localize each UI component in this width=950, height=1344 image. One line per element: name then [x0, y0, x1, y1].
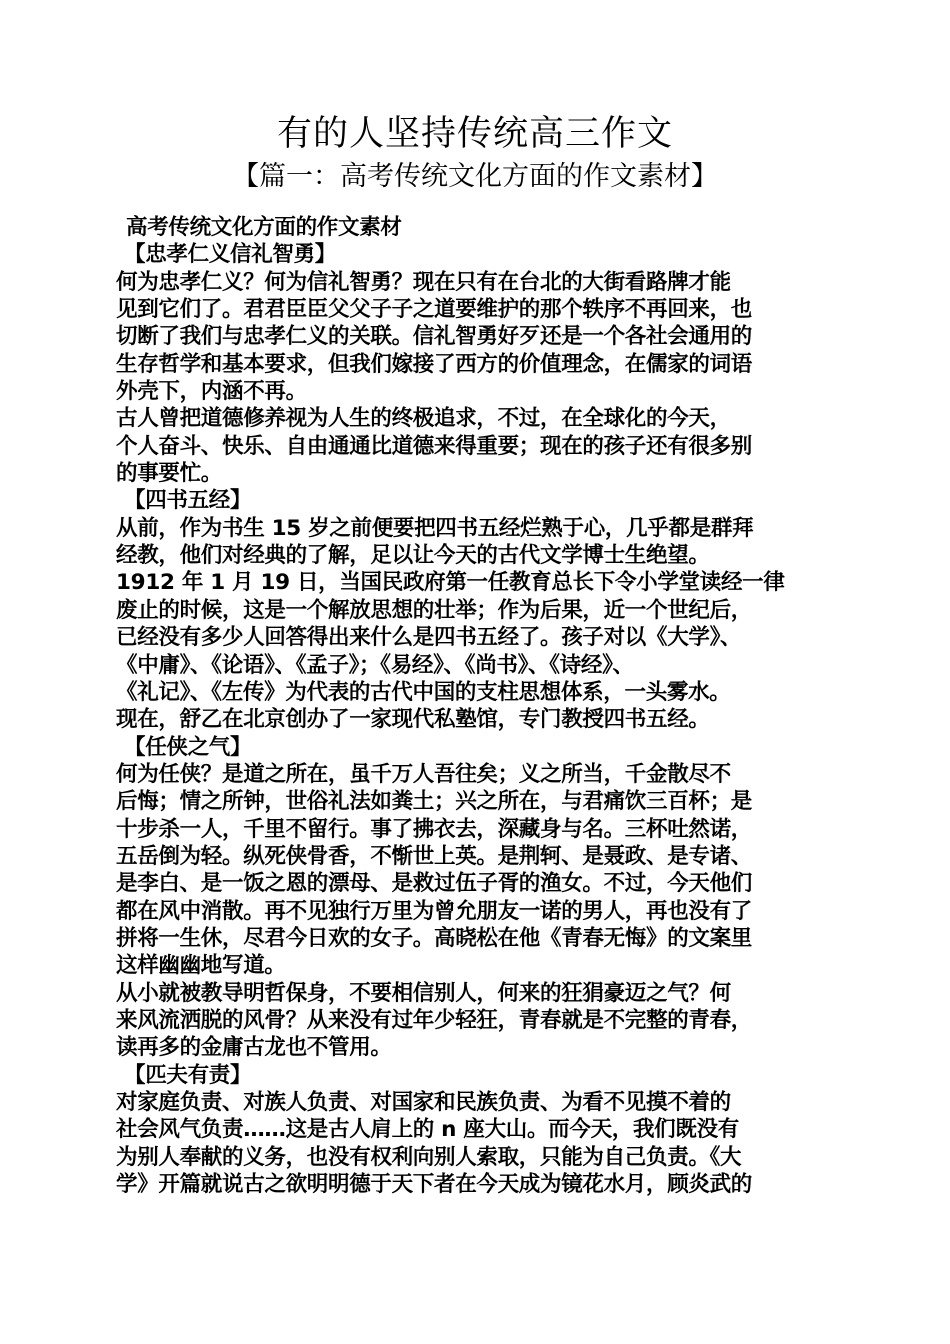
text-line: 拼将一生休，尽君今日欢的女子。高晓松在他《青春无悔》的文案里: [116, 925, 753, 951]
text-line: 何为任侠？是道之所在，虽千万人吾往矣；义之所当，千金散尽不: [116, 761, 731, 787]
text-line: 现在，舒乙在北京创办了一家现代私塾馆，专门教授四书五经。: [116, 707, 710, 733]
text-line: 1912 年 1 月 19 日，当国民政府第一任教育总长下令小学堂读经一律: [116, 570, 785, 596]
text-line: 是李白、是一饭之恩的漂母、是救过伍子胥的渔女。不过，今天他们: [116, 871, 753, 897]
section-heading: 高考传统文化方面的作文素材: [126, 215, 402, 240]
text-line: 《中庸》、《论语》、《孟子》；《易经》、《尚书》、《诗经》、: [116, 652, 634, 678]
text-line: 来风流洒脱的风骨？从来没有过年少轻狂，青春就是不完整的青春，: [116, 1007, 753, 1033]
text-line: 外壳下，内涵不再。: [116, 379, 307, 405]
text-line: 后悔；情之所钟，世俗礼法如粪土；兴之所在，与君痛饮三百杯；是: [116, 789, 753, 815]
text-line: 五岳倒为轻。纵死侠骨香，不惭世上英。是荆轲、是聂政、是专诸、: [116, 843, 753, 869]
text-line: 废止的时候，这是一个解放思想的壮举；作为后果，近一个世纪后，: [116, 597, 753, 623]
text-line: 学》开篇就说古之欲明明德于天下者在今天成为镜花水月，顾炎武的: [116, 1172, 753, 1198]
text-line: 的事要忙。: [116, 461, 223, 487]
subsection-heading: 【四书五经】: [124, 488, 252, 514]
text-line: 《礼记》、《左传》为代表的古代中国的支柱思想体系，一头雾水。: [116, 679, 731, 705]
subsection-heading: 【匹夫有责】: [124, 1062, 252, 1088]
text-line: 个人奋斗、快乐、自由通通比道德来得重要；现在的孩子还有很多别: [116, 433, 753, 459]
document-title: 有的人坚持传统高三作文: [276, 114, 673, 154]
text-line: 从前，作为书生 15 岁之前便要把四书五经烂熟于心，几乎都是群拜: [116, 515, 754, 541]
text-line: 古人曾把道德修养视为人生的终极追求，不过，在全球化的今天，: [116, 406, 731, 432]
text-line: 从小就被教导明哲保身，不要相信别人，何来的狂狷豪迈之气？何: [116, 980, 731, 1006]
text-line: 十步杀一人，千里不留行。事了拂衣去，深藏身与名。三杯吐然诺，: [116, 816, 753, 842]
text-line: 见到它们了。君君臣臣父父子子之道要维护的那个轶序不再回来，也: [116, 297, 753, 323]
text-line: 经教，他们对经典的了解，足以让今天的古代文学博士生绝望。: [116, 543, 710, 569]
text-line: 切断了我们与忠孝仁义的关联。信礼智勇好歹还是一个各社会通用的: [116, 324, 753, 350]
text-line: 读再多的金庸古龙也不管用。: [116, 1035, 392, 1061]
text-line: 已经没有多少人回答得出来什么是四书五经了。孩子对以《大学》、: [116, 625, 742, 651]
text-line: 为别人奉献的义务，也没有权利向别人索取，只能为自己负责。《大: [116, 1144, 742, 1170]
text-line: 社会风气负责……这是古人肩上的 n 座大山。而今天，我们既没有: [116, 1117, 739, 1143]
text-line: 何为忠孝仁义？何为信礼智勇？现在只有在台北的大街看路牌才能: [116, 269, 731, 295]
subsection-heading: 【任侠之气】: [124, 734, 252, 760]
document-subtitle: 【篇一：高考传统文化方面的作文素材】: [232, 161, 718, 192]
text-line: 这样幽幽地写道。: [116, 953, 286, 979]
subsection-heading: 【忠孝仁义信礼智勇】: [124, 242, 337, 268]
text-line: 对家庭负责、对族人负责、对国家和民族负责、为看不见摸不着的: [116, 1090, 731, 1115]
text-line: 生存哲学和基本要求，但我们嫁接了西方的价值理念，在儒家的词语: [116, 351, 753, 377]
text-line: 都在风中消散。再不见独行万里为曾允朋友一诺的男人，再也没有了: [116, 898, 753, 924]
document-body: [116, 214, 836, 1198]
